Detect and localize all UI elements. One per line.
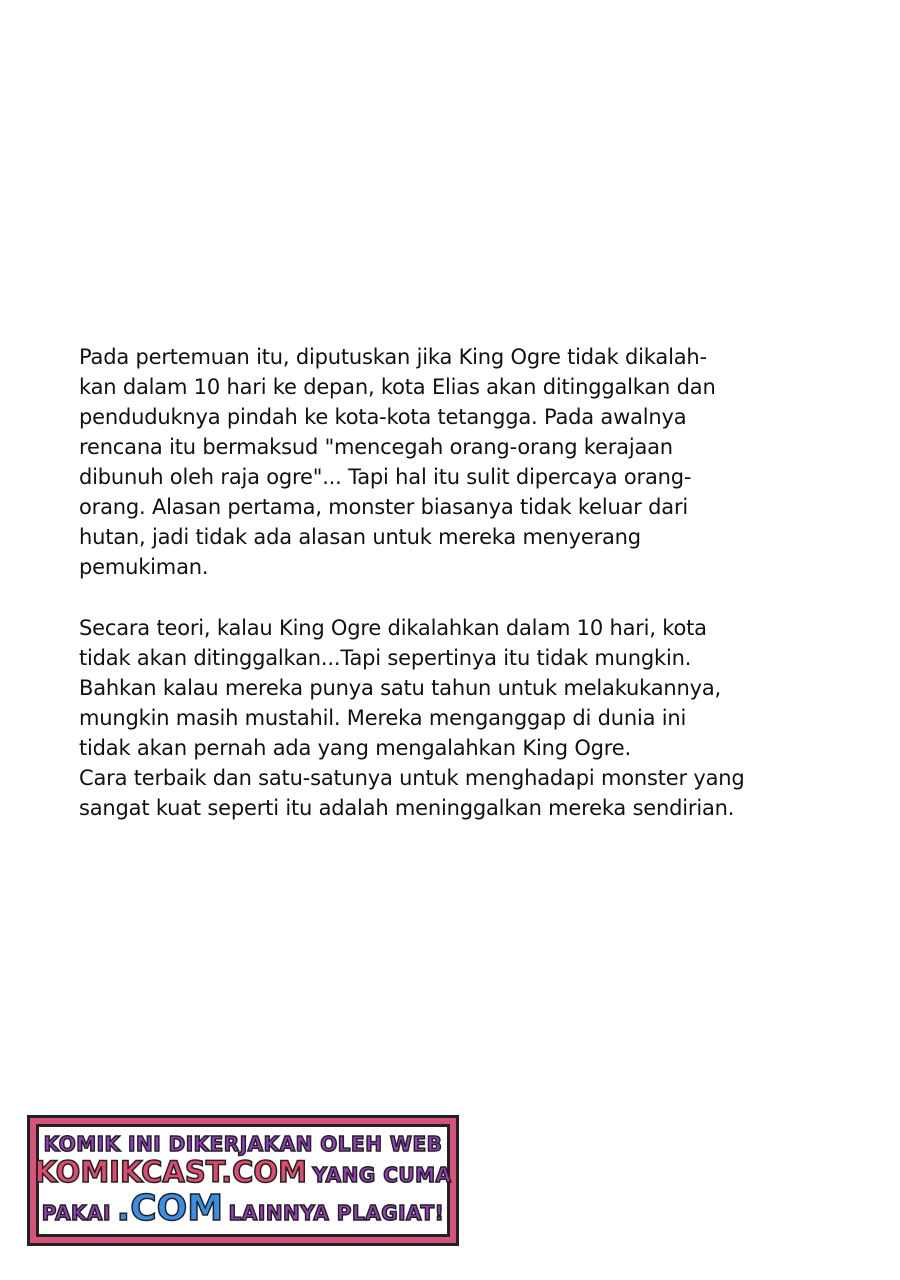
- paragraph-1: [79, 342, 716, 582]
- banner-inner: [36, 1124, 450, 1237]
- text-line: Cara terbaik dan satu-satunya untuk menghadapi monster yang: [79, 766, 745, 790]
- banner-text: YANG CUMA: [312, 1163, 452, 1187]
- paragraph-2: [79, 613, 721, 763]
- text-line: tidak akan pernah ada yang mengalahkan King Ogre.: [79, 736, 631, 760]
- text-line: penduduknya pindah ke kota-kota tetangga. Pada awalnya: [79, 405, 687, 429]
- text-line: Bahkan kalau mereka punya satu tahun untuk melakukannya,: [79, 676, 721, 700]
- text-line: tidak akan ditinggalkan...Tapi sepertinya itu tidak mungkin.: [79, 646, 692, 670]
- banner-line-3: [41, 1188, 445, 1229]
- text-line: dibunuh oleh raja ogre"... Tapi hal itu sulit dipercaya orang-: [79, 465, 692, 489]
- banner-site: KOMIKCAST.COM: [34, 1155, 307, 1189]
- text-line: Secara teori, kalau King Ogre dikalahkan dalam 10 hari, kota: [79, 616, 707, 640]
- text-line: hutan, jadi tidak ada alasan untuk mereka menyerang: [79, 525, 641, 549]
- banner-line-1: KOMIK INI DIKERJAKAN OLEH WEB: [43, 1132, 443, 1156]
- text-line: rencana itu bermaksud "mencegah orang-orang kerajaan: [79, 435, 673, 459]
- text-line: sangat kuat seperti itu adalah meninggalkan mereka sendirian.: [79, 796, 735, 820]
- banner-text: PAKAI: [41, 1201, 111, 1225]
- text-line: orang. Alasan pertama, monster biasanya tidak keluar dari: [79, 495, 689, 519]
- text-line: mungkin masih mustahil. Mereka menganggap di dunia ini: [79, 706, 687, 730]
- text-line: kan dalam 10 hari ke depan, kota Elias akan ditinggalkan dan: [79, 375, 716, 399]
- banner-com: .COM: [116, 1188, 224, 1229]
- banner-line-2: [34, 1155, 452, 1189]
- text-line: Pada pertemuan itu, diputuskan jika King Ogre tidak dikalah-: [79, 345, 707, 369]
- text-line: pemukiman.: [79, 555, 209, 579]
- paragraph-3: [79, 763, 745, 823]
- watermark-banner: [27, 1115, 459, 1246]
- banner-text: LAINNYA PLAGIAT!: [228, 1201, 445, 1225]
